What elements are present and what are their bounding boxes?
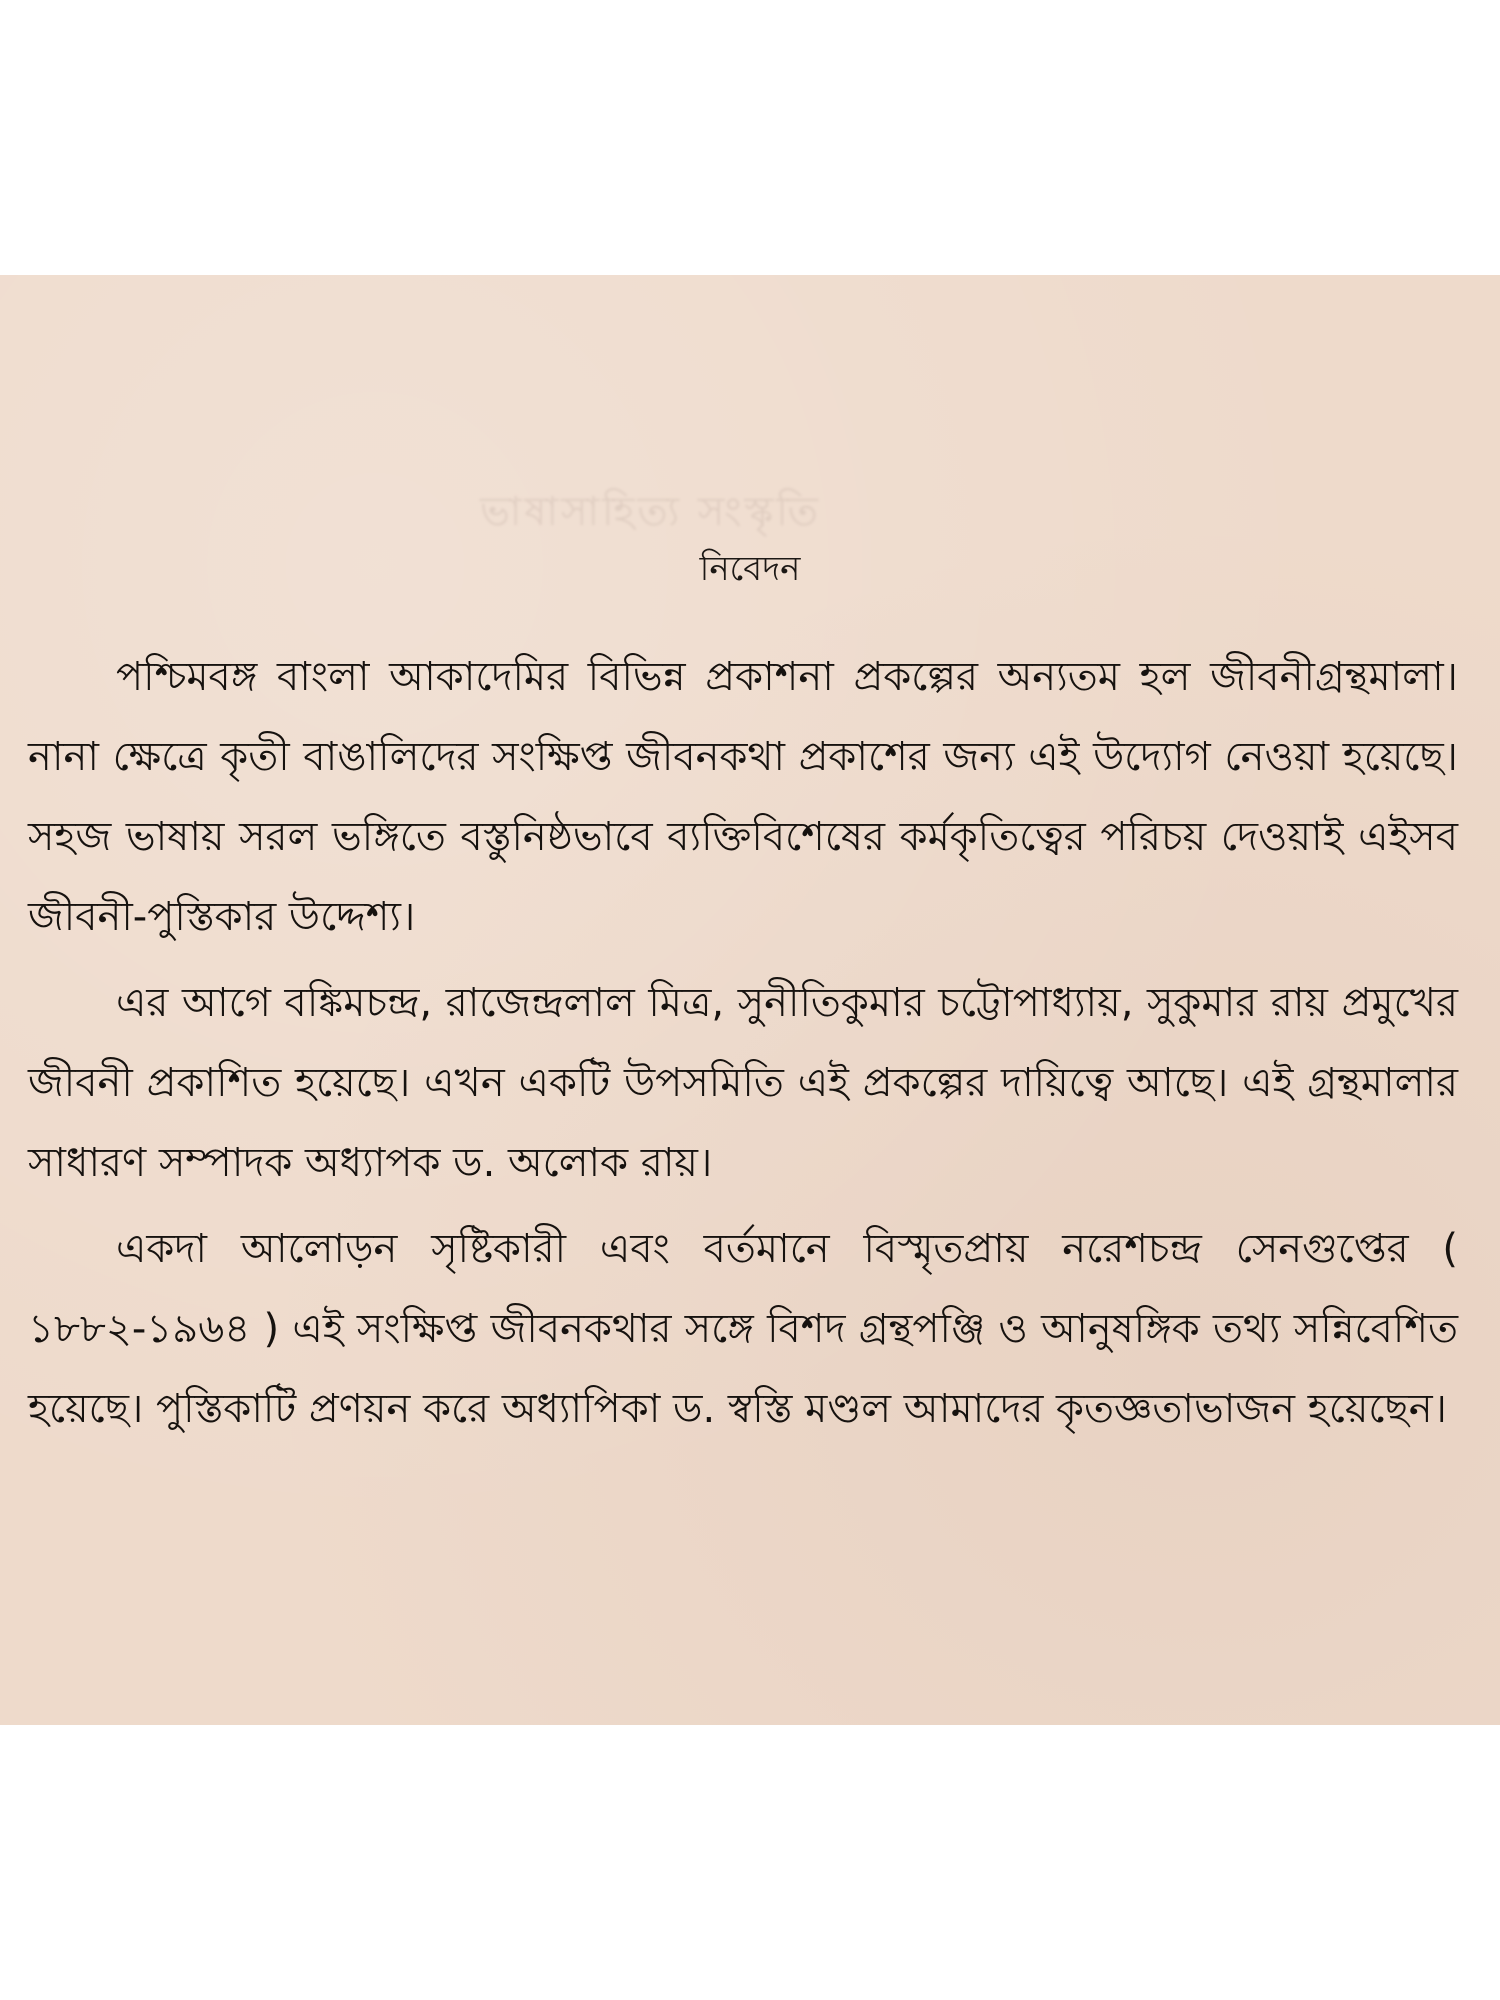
- paragraph-3: একদা আলোড়ন সৃষ্টিকারী এবং বর্তমানে বিস্মৃতপ্রায় নরেশচন্দ্র সেনগুপ্তের ( ১৮৮২-১৯৬৪ ) এই সংক্ষিপ্ত জীবনকথার সঙ্গে বিশদ গ্রন্থপঞ্জি ও আনুষঙ্গিক তথ্য সন্নিবেশিত হয়েছে। পুস্তিকাটি প্রণয়ন করে অধ্যাপিকা ড. স্বস্তি মণ্ডল আমাদের কৃতজ্ঞতাভাজন হয়েছেন।: [28, 1226, 1458, 1432]
- page-title: নিবেদন: [699, 549, 801, 589]
- paragraph-2: এর আগে বঙ্কিমচন্দ্র, রাজেন্দ্রলাল মিত্র, সুনীতিকুমার চট্টোপাধ্যায়, সুকুমার রায় প্রমুখের জীবনী প্রকাশিত হয়েছে। এখন একটি উপসমিতি এই প্রকল্পের দায়িত্বে আছে। এই গ্রন্থমালার সাধারণ সম্পাদক অধ্যাপক ড. অলোক রায়।: [28, 980, 1458, 1186]
- paragraph-1: পশ্চিমবঙ্গ বাংলা আকাদেমির বিভিন্ন প্রকাশনা প্রকল্পের অন্যতম হল জীবনীগ্রন্থমালা। নানা ক্ষেত্রে কৃতী বাঙালিদের সংক্ষিপ্ত জীবনকথা প্রকাশের জন্য এই উদ্যোগ নেওয়া হয়েছে। সহজ ভাষায় সরল ভঙ্গিতে বস্তুনিষ্ঠভাবে ব্যক্তিবিশেষের কর্মকৃতিত্বের পরিচয় দেওয়াই এইসব জীবনী-পুস্তিকার উদ্দেশ্য।: [28, 654, 1458, 940]
- body-text: [28, 637, 1458, 1449]
- bleed-through-heading: ভাষাসাহিত্য সংস্কৃতি: [480, 489, 821, 535]
- book-page: [0, 275, 1500, 1725]
